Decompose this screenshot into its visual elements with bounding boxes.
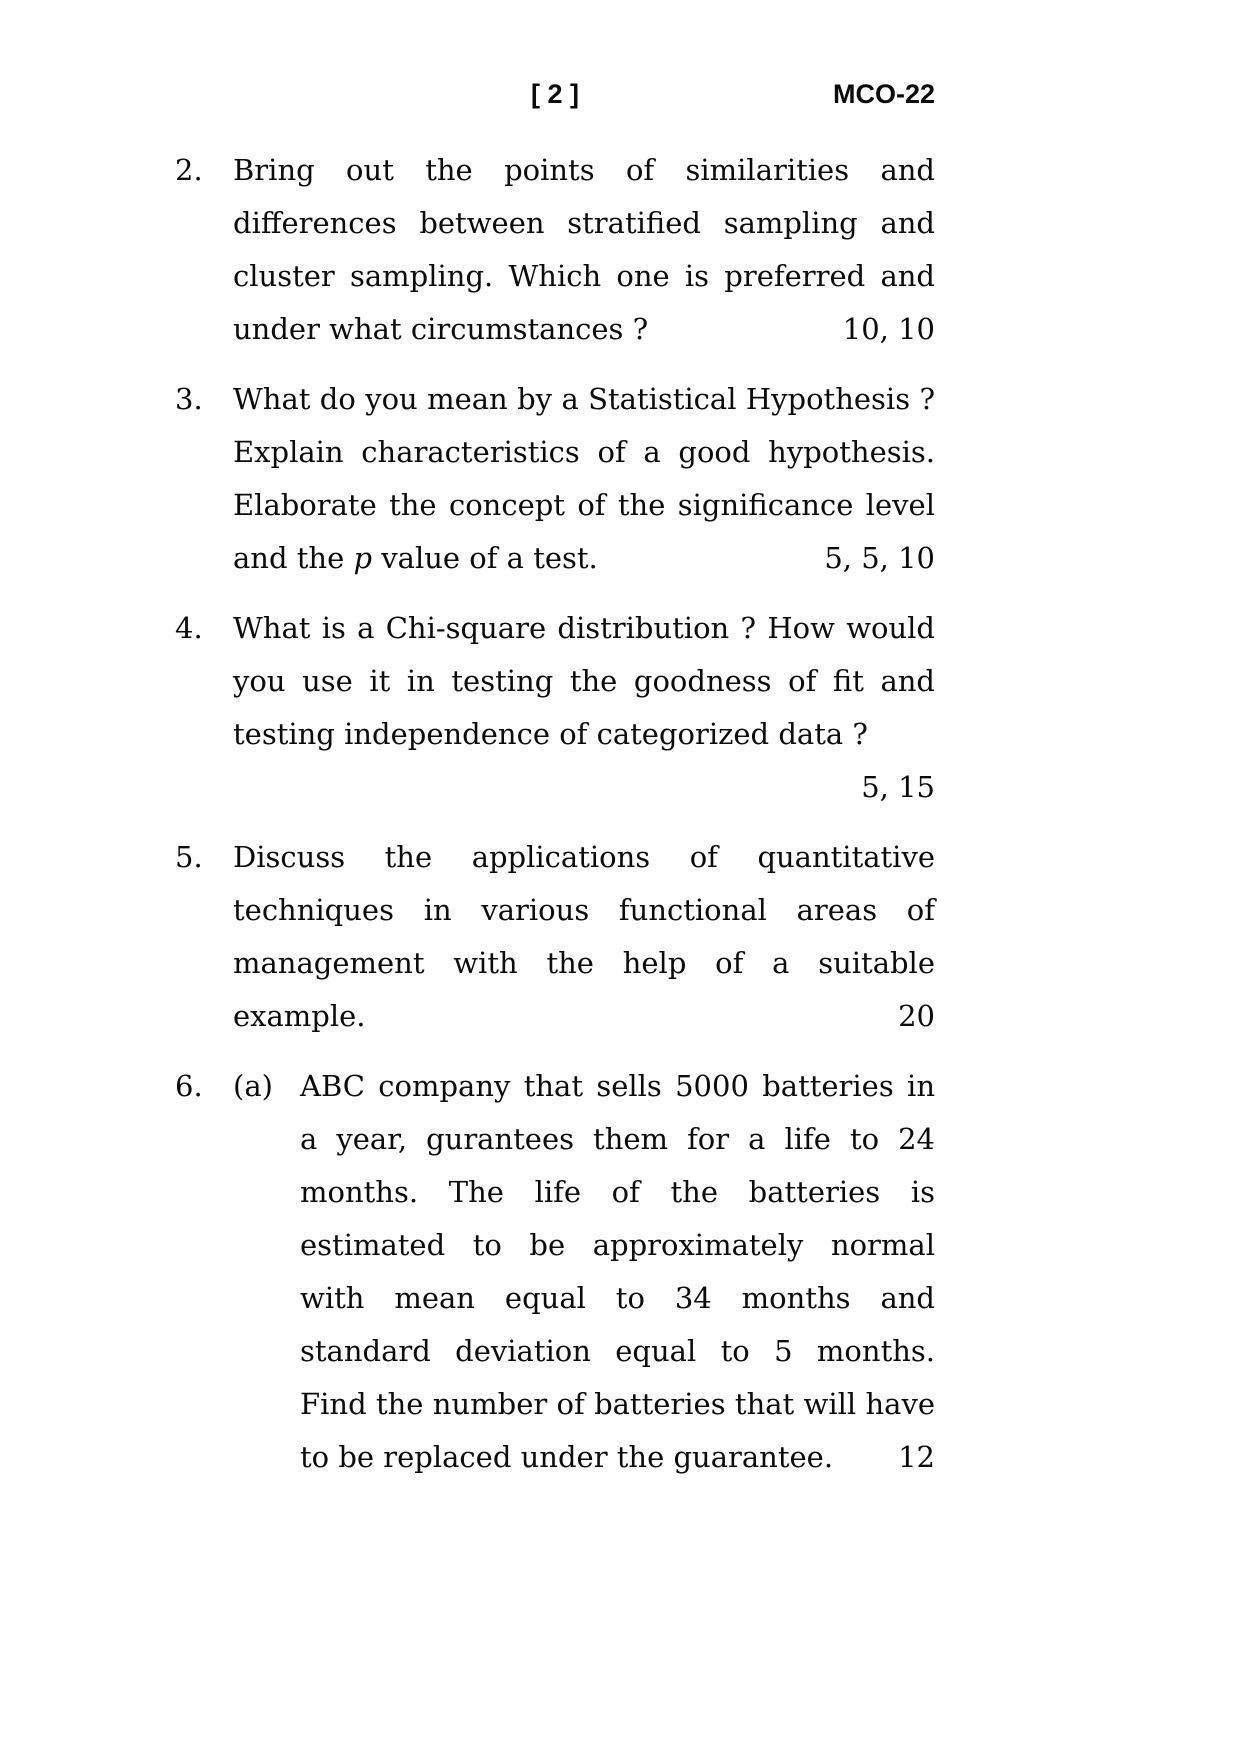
italic-p: p (353, 541, 373, 575)
question-5 (175, 831, 935, 1043)
page-number: [ 2 ] (530, 79, 579, 109)
question-number: 3. (175, 382, 203, 416)
question-body-text: ABC company that sells 5000 batteries in a year, gurantees them for a life to 24 months. The life of the batteries is estimated to be approximately normal with mean equal to 34 months and standard deviation equal to 5 months. Find the number of batteries that will have to be replaced under the guarantee. (300, 1069, 935, 1474)
question-number: 5. (175, 840, 203, 874)
question-text (233, 144, 935, 356)
page-header (175, 76, 935, 112)
question-marks: 5, 15 (861, 770, 935, 804)
question-body-text: What do you mean by a Statistical Hypothesis ? Explain characteristics of a good hypothesis. Elaborate the concept of the significance level and the (233, 382, 935, 575)
question-body-text: Discuss the applications of quantitative techniques in various functional areas of management with the help of a suitable example. (233, 840, 935, 1033)
question-number: 2. (175, 153, 203, 187)
course-code: MCO-22 (832, 79, 935, 109)
question-body-text-after: value of a test. (372, 541, 598, 575)
question-2 (175, 144, 935, 356)
question-4 (175, 602, 935, 814)
question-marks: 12 (898, 1440, 935, 1474)
question-3 (175, 373, 935, 585)
question-number: 6. (175, 1069, 203, 1103)
question-text (300, 1060, 935, 1484)
question-text (233, 373, 935, 585)
question-text (233, 602, 935, 814)
question-6 (175, 1060, 935, 1484)
question-marks: 5, 5, 10 (824, 541, 935, 575)
question-number: 4. (175, 611, 203, 645)
question-text (233, 831, 935, 1043)
question-body-text: Bring out the points of similarities and differences between stratified sampling and cluster sampling. Which one is preferred and under what circumstances ? (233, 153, 935, 346)
question-marks: 20 (898, 999, 935, 1033)
question-sub-label: (a) (233, 1069, 273, 1103)
question-marks: 10, 10 (842, 312, 935, 346)
question-body-text: What is a Chi-square distribution ? How would you use it in testing the goodness of fit and testing independence of categorized data ? (233, 611, 935, 751)
